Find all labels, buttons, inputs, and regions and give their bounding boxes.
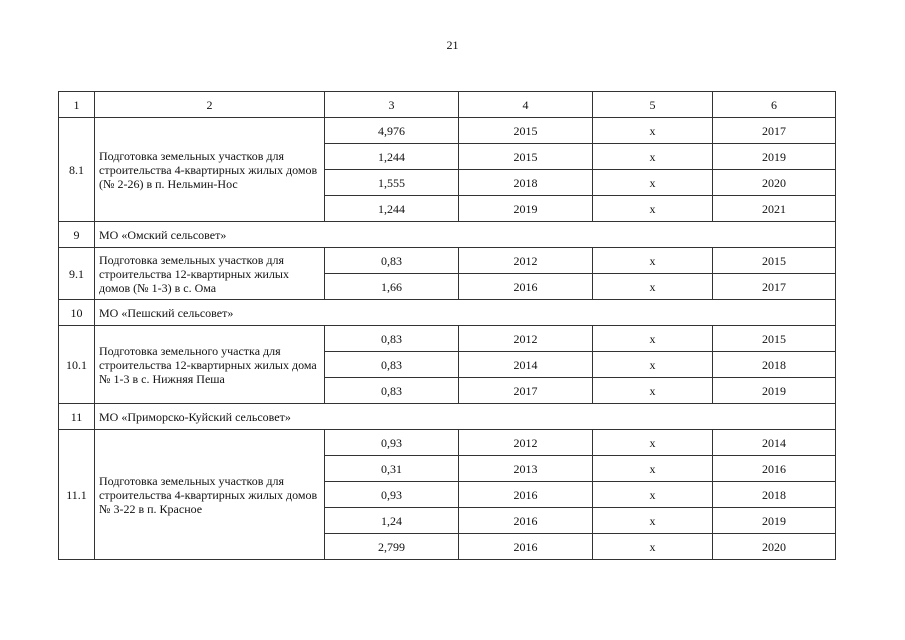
mark: х: [593, 482, 713, 508]
item-number: 9.1: [59, 248, 95, 300]
start-year: 2012: [459, 248, 593, 274]
item-number: 8.1: [59, 118, 95, 222]
column-header: 4: [459, 92, 593, 118]
end-year: 2018: [713, 352, 836, 378]
table-row: [59, 430, 836, 456]
column-header: 1: [59, 92, 95, 118]
end-year: 2019: [713, 508, 836, 534]
section-number: 11: [59, 404, 95, 430]
column-header: 2: [95, 92, 325, 118]
area-value: 1,244: [325, 144, 459, 170]
page-number: 21: [446, 38, 459, 52]
section-number: 10: [59, 300, 95, 326]
item-description: Подготовка земельных участков для строительства 12-квартирных жилых домов (№ 1-3) в с. Ома: [95, 248, 325, 300]
start-year: 2017: [459, 378, 593, 404]
start-year: 2019: [459, 196, 593, 222]
data-table: [58, 91, 836, 560]
section-name: МО «Пешский сельсовет»: [95, 300, 836, 326]
item-number: 10.1: [59, 326, 95, 404]
area-value: 0,31: [325, 456, 459, 482]
area-value: 0,83: [325, 352, 459, 378]
area-value: 0,83: [325, 378, 459, 404]
mark: х: [593, 144, 713, 170]
mark: х: [593, 378, 713, 404]
area-value: 0,93: [325, 482, 459, 508]
start-year: 2016: [459, 534, 593, 560]
mark: х: [593, 534, 713, 560]
start-year: 2014: [459, 352, 593, 378]
mark: х: [593, 248, 713, 274]
area-value: 0,83: [325, 248, 459, 274]
mark: х: [593, 196, 713, 222]
area-value: 4,976: [325, 118, 459, 144]
start-year: 2012: [459, 326, 593, 352]
area-value: 1,66: [325, 274, 459, 300]
end-year: 2021: [713, 196, 836, 222]
table-row: [59, 326, 836, 352]
section-row: [59, 222, 836, 248]
mark: х: [593, 352, 713, 378]
area-value: 2,799: [325, 534, 459, 560]
end-year: 2019: [713, 378, 836, 404]
section-row: [59, 300, 836, 326]
mark: х: [593, 508, 713, 534]
mark: х: [593, 456, 713, 482]
table-row: [59, 118, 836, 144]
start-year: 2012: [459, 430, 593, 456]
area-value: 1,244: [325, 196, 459, 222]
start-year: 2013: [459, 456, 593, 482]
section-name: МО «Омский сельсовет»: [95, 222, 836, 248]
start-year: 2015: [459, 144, 593, 170]
end-year: 2017: [713, 118, 836, 144]
item-description: Подготовка земельных участков для строительства 4-квартирных жилых домов (№ 2-26) в п. Нельмин-Нос: [95, 118, 325, 222]
end-year: 2020: [713, 534, 836, 560]
header-row: [59, 92, 836, 118]
area-value: 1,24: [325, 508, 459, 534]
end-year: 2019: [713, 144, 836, 170]
start-year: 2016: [459, 508, 593, 534]
end-year: 2016: [713, 456, 836, 482]
end-year: 2017: [713, 274, 836, 300]
column-header: 5: [593, 92, 713, 118]
section-name: МО «Приморско-Куйский сельсовет»: [95, 404, 836, 430]
column-header: 6: [713, 92, 836, 118]
end-year: 2015: [713, 248, 836, 274]
end-year: 2015: [713, 326, 836, 352]
start-year: 2016: [459, 482, 593, 508]
column-header: 3: [325, 92, 459, 118]
item-description: Подготовка земельного участка для строительства 12-квартирных жилых дома № 1-3 в с. Нижняя Пеша: [95, 326, 325, 404]
end-year: 2014: [713, 430, 836, 456]
start-year: 2015: [459, 118, 593, 144]
mark: х: [593, 326, 713, 352]
table-row: [59, 248, 836, 274]
item-description: Подготовка земельных участков для строительства 4-квартирных жилых домов № 3-22 в п. Красное: [95, 430, 325, 560]
end-year: 2018: [713, 482, 836, 508]
section-row: [59, 404, 836, 430]
mark: х: [593, 430, 713, 456]
area-value: 1,555: [325, 170, 459, 196]
section-number: 9: [59, 222, 95, 248]
mark: х: [593, 118, 713, 144]
start-year: 2016: [459, 274, 593, 300]
area-value: 0,93: [325, 430, 459, 456]
mark: х: [593, 170, 713, 196]
mark: х: [593, 274, 713, 300]
start-year: 2018: [459, 170, 593, 196]
area-value: 0,83: [325, 326, 459, 352]
table-body: [59, 92, 836, 560]
end-year: 2020: [713, 170, 836, 196]
item-number: 11.1: [59, 430, 95, 560]
